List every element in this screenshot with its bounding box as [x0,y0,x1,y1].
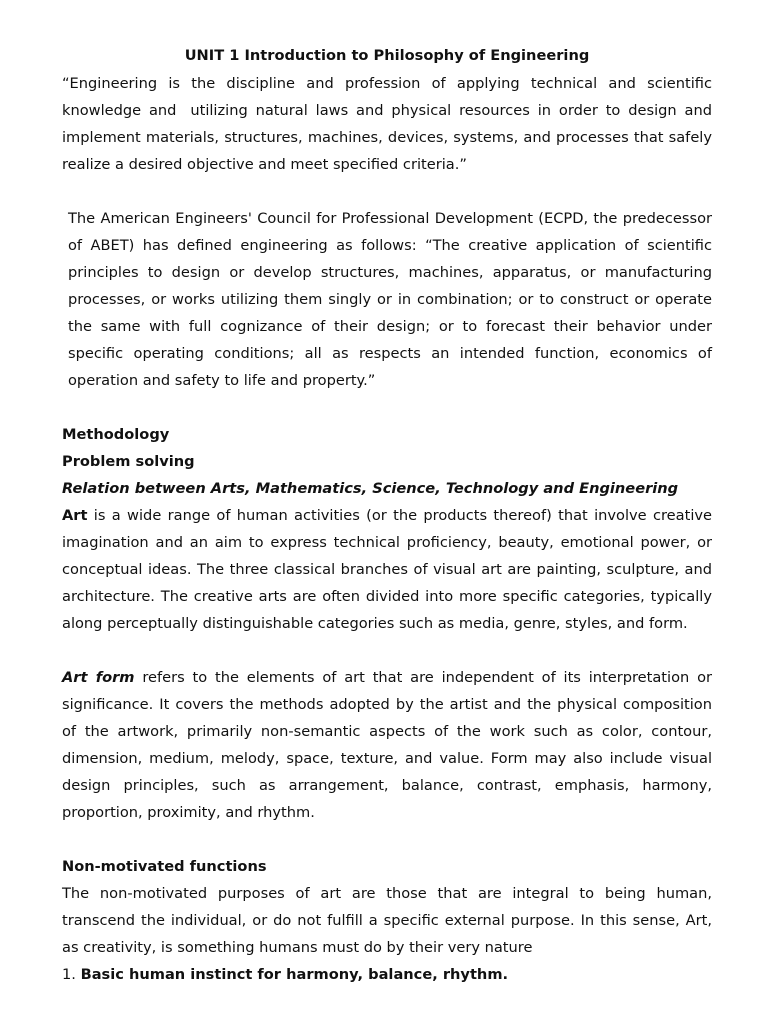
heading-problem-solving: Problem solving [62,453,195,470]
list-number: 1. [62,966,81,983]
quote-continuation: utilizing natural laws and physical resources in order to design and implement materials, structures, machines, devices, systems, and processes that safely realize a desired objective and meet specified criteria.” [62,102,713,173]
art-form-paragraph [62,664,712,826]
heading-relation: Relation between Arts, Mathematics, Science, Technology and Engineering [62,480,679,497]
art-form-definition: refers to the elements of art that are independent of its interpretation or significance. It covers the methods adopted by the artist and the physical composition of the artwork, primarily non-semantic aspects of the work such as color, contour, dimension, medium, melody, space, texture, and value. Form may also include visual design principles, such as arrangement, balance, contrast, emphasis, harmony, proportion, proximity, and rhythm. [62,669,712,821]
document-title: UNIT 1 Introduction to Philosophy of Engineering [184,47,590,64]
list-item [62,961,712,988]
art-form-term: Art form [62,669,135,686]
non-motivated-paragraph: The non-motivated purposes of art are those that are integral to being human, transcend the individual, or do not fulfill a specific external purpose. In this sense, Art, as creativity, is something humans must do by their very nature [62,885,712,956]
quote-first-line: “Engineering is the discipline and profession of applying technical and scientific knowledge and [62,75,712,119]
list-item-text: Basic human instinct for harmony, balance, rhythm. [80,966,509,983]
engineering-quote [62,70,712,178]
art-paragraph [62,502,712,637]
ecpd-definition-paragraph: The American Engineers' Council for Professional Development (ECPD, the predecessor of ABET) has defined engineering as follows: “The creative application of scientific principles to design or develop structures, machines, apparatus, or manufacturing processes, or works utilizing them singly or in combination; or to construct or operate the same with full cognizance of their design; or to forecast their behavior under specific operating conditions; all as respects an intended function, economics of operation and safety to life and property.” [68,210,712,389]
art-term: Art [62,507,88,524]
art-definition: is a wide range of human activities (or the products thereof) that involve creative imagination and an aim to express technical proficiency, beauty, emotional power, or conceptual ideas. The three classical branches of visual art are painting, sculpture, and architecture. The creative arts are often divided into more specific categories, typically along perceptually distinguishable categories such as media, genre, styles, and form. [62,507,712,632]
heading-methodology: Methodology [62,426,170,443]
heading-non-motivated: Non-motivated functions [62,858,267,875]
